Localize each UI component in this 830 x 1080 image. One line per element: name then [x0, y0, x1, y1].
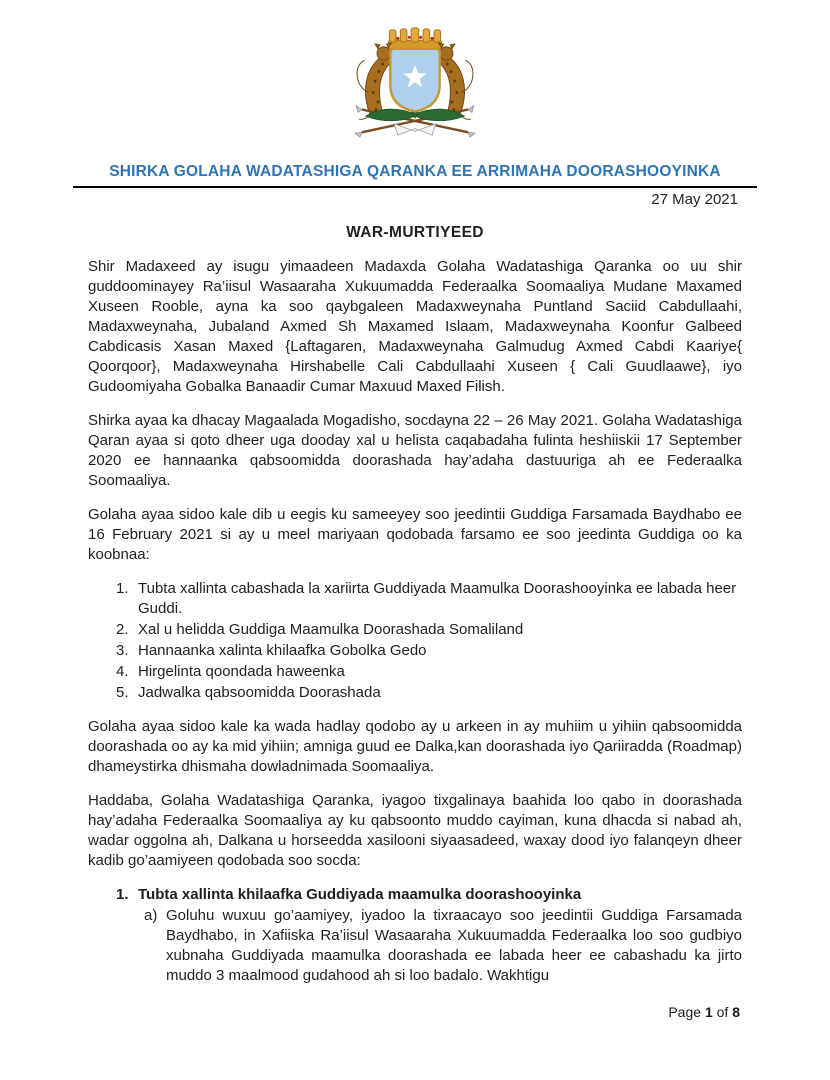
document-header — [0, 0, 830, 208]
list-item — [88, 683, 742, 703]
list-item-text: Tubta xallinta cabashada la xariirta Guddiyada Maamulka Doorashooyinka ee labada heer Guddi. — [138, 580, 737, 617]
footer-current-page: 1 — [704, 1004, 713, 1020]
shield-icon — [390, 49, 439, 112]
list-item-text: Jadwalka qabsoomidda Doorashada — [138, 684, 381, 701]
paragraph-review-intro: Golaha ayaa sidoo kale dib u eegis ku sameeyey soo jeedintii Guddiga Farsamada Baydhabo ee 16 February 2021 si ay u meel mariyaan qodobada farsamo ee soo jeedinta Guddiga oo ka koobnaa: — [88, 506, 742, 563]
footer-label-of: of — [716, 1004, 729, 1020]
list-item-text: Hirgelinta qoondada haweenka — [138, 663, 345, 680]
document-heading: WAR-MURTIYEED — [346, 224, 484, 241]
section-heading-marker: 1. — [116, 886, 129, 903]
list-item-marker: 3. — [116, 642, 129, 659]
sub-item-marker: a) — [144, 907, 158, 924]
list-item — [88, 662, 742, 682]
list-item — [88, 620, 742, 640]
list-item-marker: 5. — [116, 684, 129, 701]
crown-icon — [388, 28, 441, 49]
coat-of-arms-icon — [339, 26, 491, 138]
document-date: 27 May 2021 — [651, 191, 738, 208]
document-body — [88, 257, 742, 986]
paragraph-venue: Shirka ayaa ka dhacay Magaalada Mogadisho, socdayna 22 – 26 May 2021. Golaha Wadatashiga Qaran ayaa si qoto dheer uga dooday xal u helista caqabadaha fulinta heshiiskii 17 September 2020 ee hannaanka qabsoomidda doorashada hay’adaha dastuuriga ah ee Federaalka Soomaaliya. — [88, 412, 742, 489]
decision-section-heading — [88, 885, 742, 905]
footer-label-page: Page — [668, 1004, 702, 1020]
paragraph-attendees: Shir Madaxeed ay isugu yimaadeen Madaxda Golaha Wadatashiga Qaranka oo uu shir guddoominayey Ra’iisul Wasaaraha Xukuumadda Federaalka Soomaaliya Mudane Maxamed Xuseen Rooble, ayna ka soo qaybgaleen Madaxweynaha Puntland Saciid Cabdullaahi, Madaxweynaha, Jubaland Axmed Sh Maxamed Islaam, Madaxweynaha Koonfur Galbeed Cabdicasis Xasan Maxed {Laftagaren, Madaxweynaha Galmudug Axmed Cabdi Kaariye{ Qoorqoor}, Madaxweynaha Hirshabelle Cali Cabdullaahi Xuseen { Cali Guudlaawe}, iyo Gudoomiyaha Gobalka Banaadir Cumar Maxuud Maxed Filish. — [88, 258, 742, 395]
sub-item-text: Goluhu wuxuu go’aamiyey, iyadoo la tixraacayo soo jeedintii Guddiga Farsamada Baydhabo, in Xafiiska Ra’iisul Wasaaraha Xukuumadda Federaalka loo soo gudbiyo xubnaha Guddiyada maamulka doorashada ee labada heer ee cabashadu ka jirto muddo 3 maalmood gudahood ah si loo badalo. Wakhtigu — [166, 907, 742, 984]
decision-sub-item — [88, 906, 742, 986]
agenda-list — [88, 579, 742, 703]
list-item-marker: 2. — [116, 621, 129, 638]
section-heading-text: Tubta xallinta khilaafka Guddiyada maamulka doorashooyinka — [138, 886, 582, 903]
header-divider — [73, 186, 757, 188]
list-item — [88, 641, 742, 661]
paragraph-topics: Golaha ayaa sidoo kale ka wada hadlay qodobo ay u arkeen in ay muhiim u yihiin qabsoomidda doorashada oo ay ka mid yihiin; amniga guud ee Dalka,kan doorashada iyo Qariiradda (Roadmap) dhameystirka dhismaha dowladnimada Soomaaliya. — [88, 718, 742, 775]
page-number-footer — [668, 1004, 740, 1020]
list-item — [88, 579, 742, 619]
list-item-marker: 4. — [116, 663, 129, 680]
list-item-marker: 1. — [116, 580, 129, 597]
footer-total-pages: 8 — [732, 1004, 740, 1020]
paragraph-decision-intro: Haddaba, Golaha Wadatashiga Qaranka, iyagoo tixgalinaya baahida loo qabo in doorashada hay’adaha Federaalka Soomaaliya ay ku qabsoonto muddo cayiman, kuna dhacda si nabad ah, wadar oggolna ah, Dalkana u horseedda xasilooni siyaasadeed, waxay dood iyo falanqeyn dheer kadib go’aamiyeen qodobada soo socda: — [88, 792, 742, 869]
somalia-coat-of-arms-logo — [339, 26, 491, 143]
ribbon-icon — [394, 124, 436, 135]
list-item-text: Hannaanka xalinta khilaafka Gobolka Gedo — [138, 642, 427, 659]
org-title: SHIRKA GOLAHA WADATASHIGA QARANKA EE ARRIMAHA DOORASHOOYINKA — [109, 163, 721, 180]
list-item-text: Xal u helidda Guddiga Maamulka Doorashada Somaliland — [138, 621, 524, 638]
